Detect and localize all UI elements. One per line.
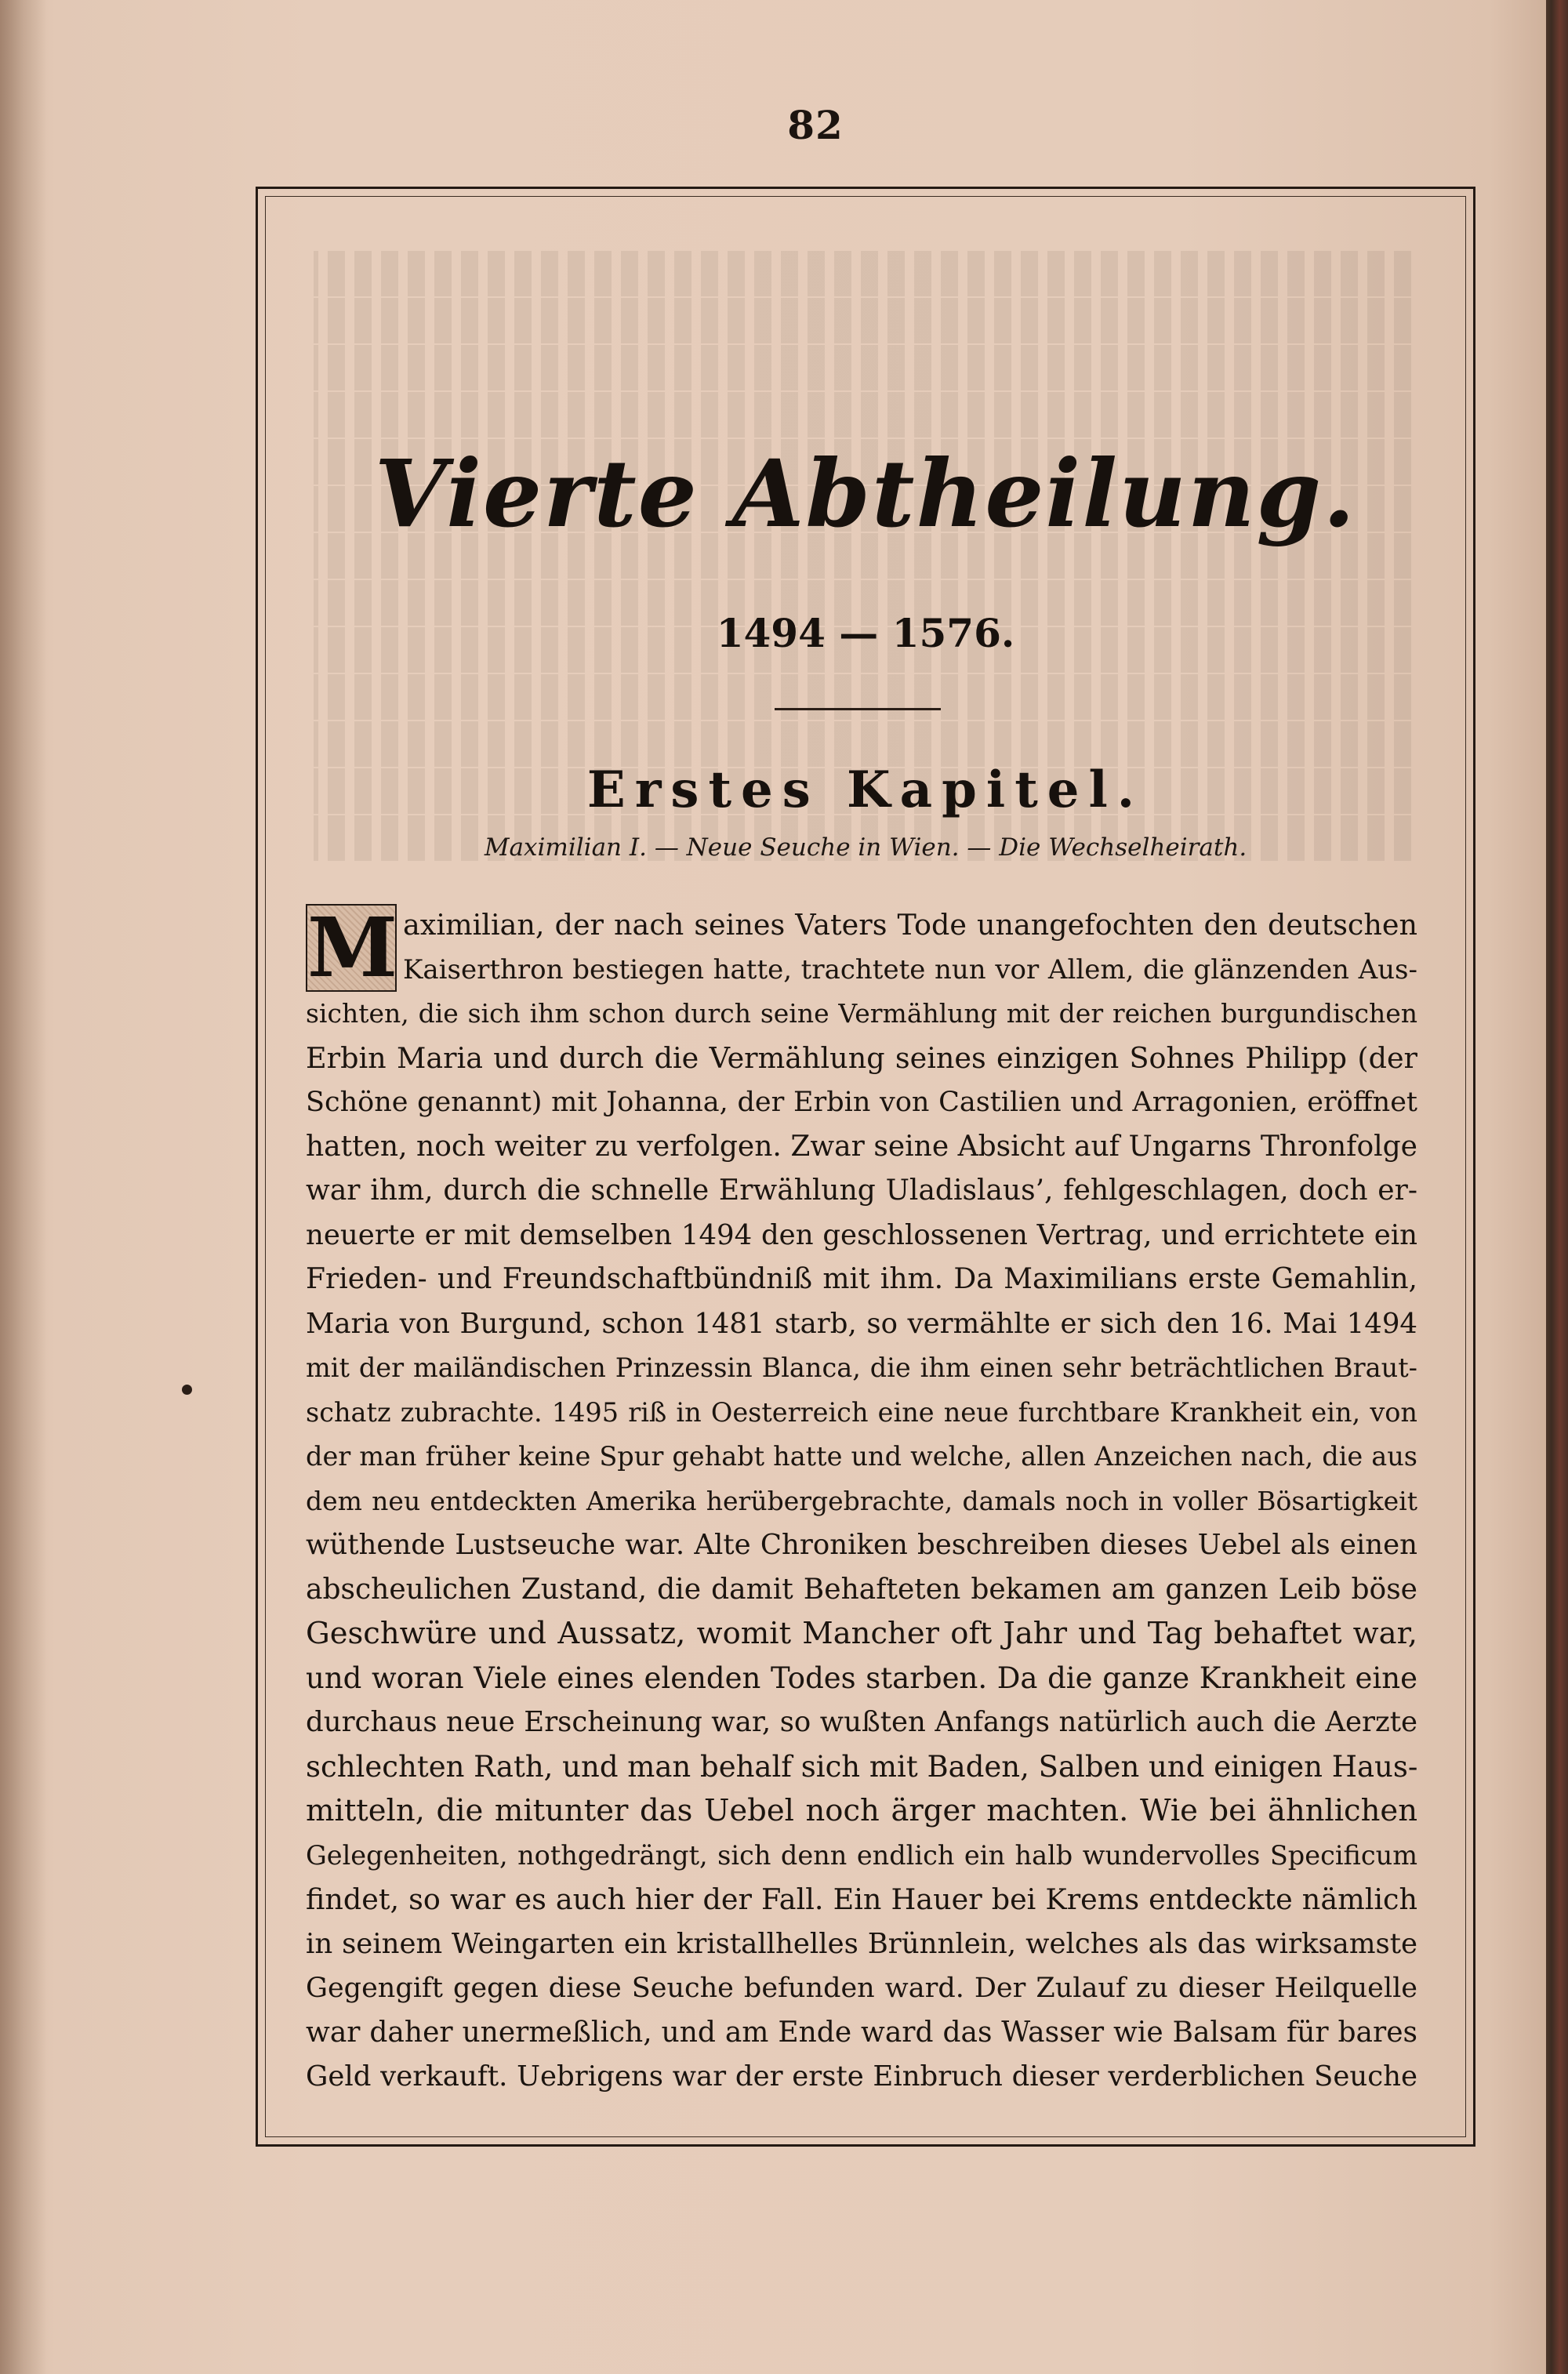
ink-spot xyxy=(182,1385,192,1395)
text-line: war ihm, durch die schnelle Erwählung Uladislaus’, fehlgeschlagen, doch er- xyxy=(306,1174,1417,1207)
body-text xyxy=(306,899,1418,2100)
text-line: Geld verkauft. Uebrigens war der erste Einbruch dieser verderblichen Seuche xyxy=(306,2060,1417,2093)
text-line: findet, so war es auch hier der Fall. Ein Hauer bei Krems entdeckte nämlich xyxy=(306,1882,1417,1916)
text-line: mitteln, die mitunter das Uebel noch ärger machten. Wie bei ähnlichen xyxy=(306,1793,1417,1828)
text-line: mit der mailändischen Prinzessin Blanca, die ihm einen sehr beträchtlichen Braut- xyxy=(306,1352,1417,1383)
text-line: sichten, die sich ihm schon durch seine Vermählung mit der reichen burgundischen xyxy=(306,998,1417,1029)
text-line: hatten, noch weiter zu verfolgen. Zwar seine Absicht auf Ungarns Thronfolge xyxy=(306,1130,1417,1163)
text-line: durchaus neue Erscheinung war, so wußten Anfangs natürlich auch die Aerzte xyxy=(306,1706,1417,1738)
text-line: Maria von Burgund, schon 1481 starb, so vermählte er sich den 16. Mai 1494 xyxy=(306,1307,1417,1340)
text-line: in seinem Weingarten ein kristallhelles Brünnlein, welches als das wirksamste xyxy=(306,1927,1417,1960)
year-range: 1494 — 1576. xyxy=(716,610,1015,656)
text-line: aximilian, der nach seines Vaters Tode unangefochten den deutschen xyxy=(403,908,1417,942)
text-line: schlechten Rath, und man behalf sich mit Baden, Salben und einigen Haus- xyxy=(306,1749,1418,1784)
text-line: Erbin Maria und durch die Vermählung seines einzigen Sohnes Philipp (der xyxy=(306,1040,1417,1075)
chapter-title: Erstes Kapitel. xyxy=(586,760,1145,819)
text-line: Schöne genannt) mit Johanna, der Erbin von Castilien und Arragonien, eröffnet xyxy=(306,1087,1417,1118)
text-line: dem neu entdeckten Amerika herübergebrachte, damals noch in voller Bösartigkeit xyxy=(306,1485,1417,1516)
text-line: Geschwüre und Aussatz, womit Mancher oft Jahr und Tag behaftet war, xyxy=(306,1616,1417,1651)
text-line: Gegengift gegen diese Seuche befunden ward. Der Zulauf zu dieser Heilquelle xyxy=(306,1973,1417,2004)
drop-cap-initial: M xyxy=(307,899,398,996)
text-line: und woran Viele eines elenden Todes starben. Da die ganze Krankheit eine xyxy=(306,1661,1417,1695)
text-line: Gelegenheiten, nothgedrängt, sich denn endlich ein halb wundervolles Specificum xyxy=(306,1839,1417,1871)
text-line: wüthende Lustseuche war. Alte Chroniken beschreiben dieses Uebel als einen xyxy=(306,1529,1417,1561)
text-line: neuerte er mit demselben 1494 den geschlossenen Vertrag, und errichtete ein xyxy=(306,1218,1417,1251)
gutter-shadow xyxy=(0,0,47,2374)
title-divider xyxy=(775,708,941,710)
text-line: abscheulichen Zustand, die damit Behafteten bekamen am ganzen Leib böse xyxy=(306,1573,1417,1606)
text-line: schatz zubrachte. 1495 riß in Oesterreich eine neue furchtbare Krankheit ein, von xyxy=(306,1396,1417,1428)
text-line: der man früher keine Spur gehabt hatte und welche, allen Anzeichen nach, die aus xyxy=(306,1441,1417,1472)
chapter-summary: Maximilian I. — Neue Seuche in Wien. — Die Wechselheirath. xyxy=(484,833,1247,862)
page-number: 82 xyxy=(787,102,844,148)
text-line: Kaiserthron bestiegen hatte, trachtete nun vor Allem, die glänzenden Aus- xyxy=(403,953,1417,986)
part-title: Vierte Abtheilung. xyxy=(374,439,1357,548)
text-line: Frieden- und Freundschaftbündniß mit ihm. Da Maximilians erste Gemahlin, xyxy=(306,1263,1417,1295)
text-line: war daher unermeßlich, und am Ende ward das Wasser wie Balsam für bares xyxy=(306,2016,1417,2049)
